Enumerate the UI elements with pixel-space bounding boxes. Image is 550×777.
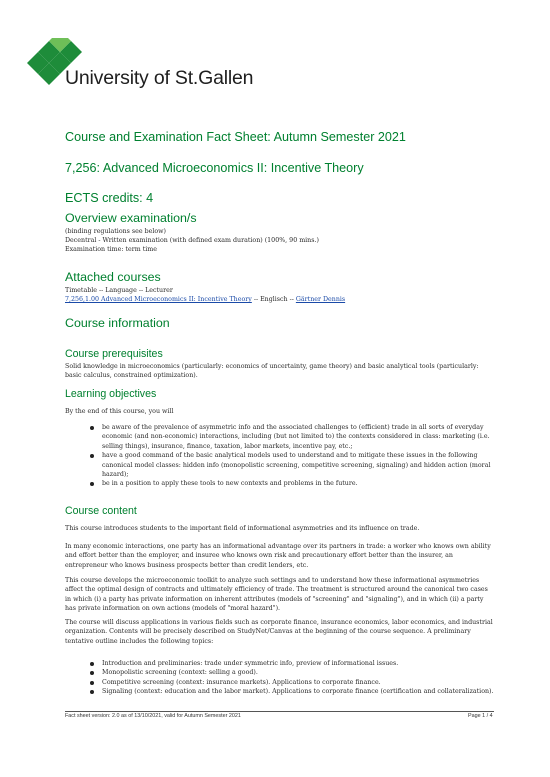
course-title: 7,256: Advanced Microeconomics II: Incentive Theory [65,161,364,175]
page-title: Course and Examination Fact Sheet: Autumn Semester 2021 [65,130,406,144]
list-item: Introduction and preliminaries: trade under symmetric info, preview of informational issues. [90,659,500,668]
overview-line: (binding regulations see below) [65,228,166,235]
footer-divider [65,711,494,712]
attached-heading: Attached courses [65,270,161,284]
overview-heading: Overview examination/s [65,211,197,225]
course-link[interactable]: 7,256,1.00 Advanced Microeconomics II: Incentive Theory [65,296,252,303]
list-item: be aware of the prevalence of asymmetric info and the associated challenges to (efficient) trade in all sorts of everyday economic (and non-economic) interactions, including (but not limited to) the contexts considered in class: marketing (i.e. selling things), insurance, finance, taxation, labor markets, incentive pay, etc.; [90,423,500,451]
content-paragraph: The course will discuss applications in various fields such as corporate finance, insurance economics, labor economics, and industrial organization. Contents will be precisely described on StudyNet/Canvas at the beginning of the course sequence. A preliminary tentative outline includes the following topics: [65,619,493,645]
overview-line: Examination time: term time [65,246,157,253]
logo-text: University of St.Gallen [65,67,254,89]
content-paragraph: This course introduces students to the important field of informational asymmetries and its influence on trade. [65,525,420,532]
ects-credits: ECTS credits: 4 [65,191,154,205]
list-item: Competitive screening (context: insurance markets). Applications to corporate finance. [90,678,500,687]
lecturer-link[interactable]: Gärtner Dennis [295,296,346,303]
prerequisites-heading: Course prerequisites [65,348,163,360]
content-paragraph: This course develops the microeconomic toolkit to analyze such settings and to understand how these informational asymmetries affect the optimal design of contracts and ultimately efficiency of trade. The treatment is structured around the canonical two cases in which (i) a party has private information on inherent attributes (models of "screening" and "signaling"), and in which (ii) a party has private information on own actions (models of "moral hazard"). [65,577,488,613]
list-item: Signaling (context: education and the labor market). Applications to corporate finance (certification and collateralization). [90,687,500,696]
overview-line: Decentral - Written examination (with defined exam duration) (100%, 90 mins.) [65,237,319,244]
attached-course-row [65,295,495,304]
footer-version: Fact sheet version: 2.0 as of 13/10/2021, valid for Autumn Semester 2021 [65,713,241,719]
objectives-list [90,423,500,489]
topics-list [90,659,500,697]
objectives-intro: By the end of this course, you will [65,408,174,415]
prerequisites-text: Solid knowledge in microeconomics (particularly: economics of uncertainty, game theory) and basic analytical tools (particularly: basic calculus, constrained optimization). [65,363,479,380]
content-paragraph: In many economic interactions, one party has an informational advantage over its partners in trade: a worker who knows own ability and effort better than the employer, and insuree who knows own risk and precautionary effort better than the insurer, an entrepreneur who knows business prospects better than credit lenders, etc. [65,543,491,569]
language-text: -- Englisch -- [251,296,296,303]
list-item: be in a position to apply these tools to new contexts and problems in the future. [90,479,500,488]
page-number: Page 1 / 4 [468,713,493,719]
content-heading: Course content [65,505,137,517]
course-info-heading: Course information [65,316,170,330]
objectives-heading: Learning objectives [65,388,157,400]
list-item: have a good command of the basic analytical models used to understand and to mitigate these issues in the following canonical model classes: hidden info (monopolistic screening, competitive screening, signaling) and hidden action (moral hazard); [90,451,500,479]
attached-columns: Timetable -- Language -- Lecturer [65,287,173,294]
list-item: Monopolistic screening (context: selling a good). [90,668,500,677]
